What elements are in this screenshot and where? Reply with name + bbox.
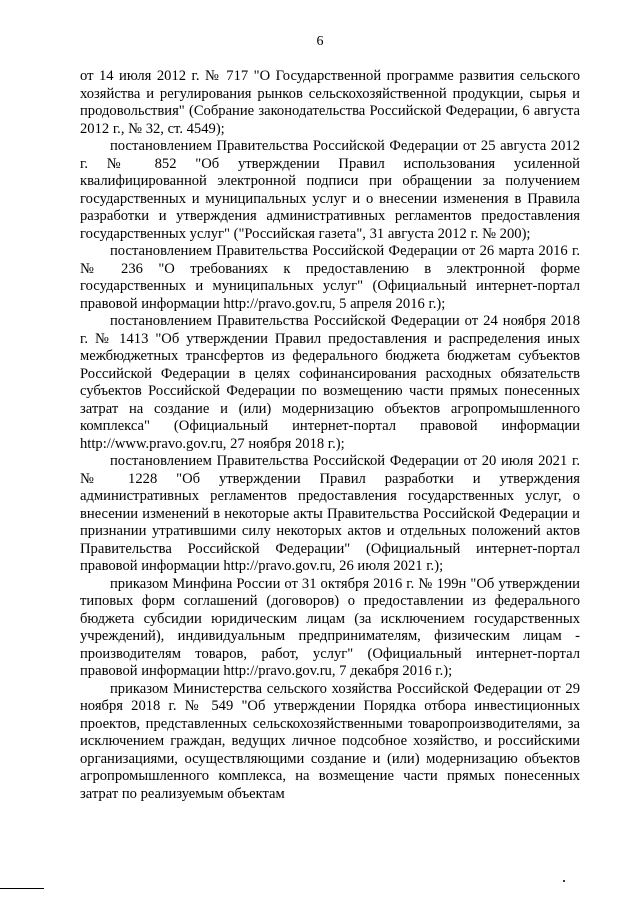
paragraph-3: постановлением Правительства Российской Федерации от 26 марта 2016 г. № 236 "О требованиях к предоставлению в электронной форме государственных и муниципальных услуг" (Официальный интернет-портал правовой информации http://pravo.gov.ru, 5 апреля 2016 г.); xyxy=(80,243,580,312)
document-body xyxy=(80,68,580,803)
footer-mark xyxy=(563,880,565,882)
footer-rule xyxy=(0,888,44,889)
paragraph-2: постановлением Правительства Российской Федерации от 25 августа 2012 г. № 852 "Об утверждении Правил использования усиленной квалифицированной электронной подписи при обращении за получением государственных и муниципальных услуг и о внесении изменения в Правила разработки и утверждения административных регламентов предоставления государственных услуг" ("Российская газета", 31 августа 2012 г. № 200); xyxy=(80,138,580,242)
paragraph-1: от 14 июля 2012 г. № 717 "О Государственной программе развития сельского хозяйства и регулирования рынков сельскохозяйственной продукции, сырья и продовольствия" (Собрание законодательства Российской Федерации, 6 августа 2012 г., № 32, ст. 4549); xyxy=(80,68,580,137)
page-number: 6 xyxy=(316,34,324,49)
paragraph-6: приказом Минфина России от 31 октября 2016 г. № 199н "Об утверждении типовых форм соглашений (договоров) о предоставлении из федерального бюджета субсидии юридическим лицам (за исключением государственных учреждений), индивидуальным предпринимателям, физическим лицам - производителям товаров, работ, услуг" (Официальный интернет-портал правовой информации http://pravo.gov.ru, 7 декабря 2016 г.); xyxy=(80,575,580,679)
paragraph-4: постановлением Правительства Российской Федерации от 24 ноября 2018 г. № 1413 "Об утверждении Правил предоставления и распределения иных межбюджетных трансфертов из федерального бюджета бюджетам субъектов Российской Федерации в целях софинансирования расходных обязательств субъектов Российской Федерации по возмещению части прямых понесенных затрат на создание и (или) модернизацию объектов агропромышленного комплекса" (Официальный интернет-портал правовой информации http://www.pravo.gov.ru, 27 ноября 2018 г.); xyxy=(80,313,580,452)
paragraph-5: постановлением Правительства Российской Федерации от 20 июля 2021 г. № 1228 "Об утверждении Правил разработки и утверждения административных регламентов предоставления государственных услуг, о внесении изменений в некоторые акты Правительства Российской Федерации и признании утратившими силу некоторых актов и отдельных положений актов Правительства Российской Федерации" (Официальный интернет-портал правовой информации http://pravo.gov.ru, 26 июля 2021 г.); xyxy=(80,453,580,574)
paragraph-7: приказом Министерства сельского хозяйства Российской Федерации от 29 ноября 2018 г. № 549 "Об утверждении Порядка отбора инвестиционных проектов, представленных сельскохозяйственными товаропроизводителями, за исключением граждан, ведущих личное подсобное хозяйство, и российскими организациями, осуществляющими создание и (или) модернизацию объектов агропромышленного комплекса, на возмещение части прямых понесенных затрат по реализуемым объектам xyxy=(80,680,580,802)
